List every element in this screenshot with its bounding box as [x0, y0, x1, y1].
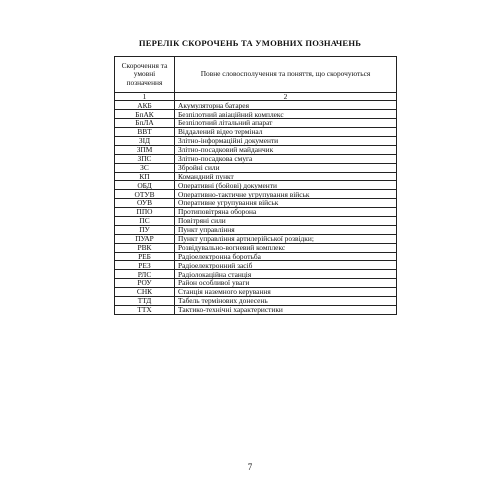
definition-cell: Командний пункт — [175, 172, 397, 181]
definition-cell: Пункт управління — [175, 225, 397, 234]
abbreviation-cell: ППО — [115, 208, 175, 217]
table-row — [115, 234, 397, 243]
definition-cell: Табель термінових донесень — [175, 297, 397, 306]
definition-cell: Акумуляторна батарея — [175, 101, 397, 110]
definition-cell: Повітряні сили — [175, 216, 397, 225]
abbreviation-cell: ОТУВ — [115, 190, 175, 199]
table-row — [115, 243, 397, 252]
table-row — [115, 288, 397, 297]
abbreviations-table — [114, 56, 397, 315]
abbreviation-cell: РЕЗ — [115, 261, 175, 270]
abbreviation-cell: ЗС — [115, 163, 175, 172]
abbreviation-cell: АКБ — [115, 101, 175, 110]
table-row — [115, 270, 397, 279]
table-row — [115, 279, 397, 288]
definition-cell: Злітно-посадковий майданчик — [175, 145, 397, 154]
definition-cell: Злітно-інформаційні документи — [175, 136, 397, 145]
abbreviation-cell: ЗІД — [115, 136, 175, 145]
table-body — [115, 101, 397, 314]
table-row — [115, 199, 397, 208]
abbreviation-cell: БпЛА — [115, 119, 175, 128]
abbreviation-cell: КП — [115, 172, 175, 181]
abbreviation-cell: РЕБ — [115, 252, 175, 261]
definition-cell: Оперативні (бойові) документи — [175, 181, 397, 190]
table-header-row — [115, 57, 397, 93]
table-row — [115, 128, 397, 137]
definition-cell: Станція наземного керування — [175, 288, 397, 297]
abbreviation-cell: ОБД — [115, 181, 175, 190]
definition-cell: Оперативно-тактичне угрупування військ — [175, 190, 397, 199]
definition-cell: Розвідувально-вогневий комплекс — [175, 243, 397, 252]
abbreviation-cell: ТТХ — [115, 305, 175, 314]
column-number-1: 1 — [115, 93, 175, 101]
header-full-term: Повне словосполучення та поняття, що скорочуються — [175, 57, 397, 93]
table-row — [115, 163, 397, 172]
definition-cell: Район особливої уваги — [175, 279, 397, 288]
abbreviation-cell: ЗПМ — [115, 145, 175, 154]
definition-cell: Оперативне угрупування військ — [175, 199, 397, 208]
table-row — [115, 305, 397, 314]
definition-cell: Радіоелектронна боротьба — [175, 252, 397, 261]
column-number-2: 2 — [175, 93, 397, 101]
abbreviation-cell: ВВТ — [115, 128, 175, 137]
definition-cell: Злітно-посадкова смуга — [175, 154, 397, 163]
table-row — [115, 190, 397, 199]
abbreviation-cell: ПС — [115, 216, 175, 225]
table-row — [115, 225, 397, 234]
definition-cell: Віддалений відео термінал — [175, 128, 397, 137]
table-row — [115, 252, 397, 261]
table-row — [115, 172, 397, 181]
definition-cell: Пункт управління артилерійської розвідки; — [175, 234, 397, 243]
abbreviation-cell: РОУ — [115, 279, 175, 288]
definition-cell: Протиповітряна оборона — [175, 208, 397, 217]
abbreviation-cell: БпАК — [115, 110, 175, 119]
definition-cell: Тактико-технічні характеристики — [175, 305, 397, 314]
abbreviation-cell: РЛС — [115, 270, 175, 279]
table-row — [115, 261, 397, 270]
abbreviation-cell: ОУВ — [115, 199, 175, 208]
definition-cell: Збройні сили — [175, 163, 397, 172]
abbreviation-cell: РВК — [115, 243, 175, 252]
definition-cell: Безпілотний літальний апарат — [175, 119, 397, 128]
table-row — [115, 154, 397, 163]
page-number: 7 — [247, 462, 253, 472]
column-number-row — [115, 93, 397, 101]
abbreviation-cell: ЗПС — [115, 154, 175, 163]
table-row — [115, 119, 397, 128]
table-row — [115, 208, 397, 217]
header-abbreviation: Скорочення та умовні позначення — [115, 57, 175, 93]
definition-cell: Радіоелектронний засіб — [175, 261, 397, 270]
table-row — [115, 216, 397, 225]
abbreviation-cell: ТТД — [115, 297, 175, 306]
table-row — [115, 101, 397, 110]
table-row — [115, 145, 397, 154]
definition-cell: Радіолокаційна станція — [175, 270, 397, 279]
abbreviation-cell: СНК — [115, 288, 175, 297]
document-title: ПЕРЕЛІК СКОРОЧЕНЬ ТА УМОВНИХ ПОЗНАЧЕНЬ — [138, 38, 362, 48]
definition-cell: Безпілотний авіаційний комплекс — [175, 110, 397, 119]
abbreviation-cell: ПУ — [115, 225, 175, 234]
abbreviation-cell: ПУАР — [115, 234, 175, 243]
table-row — [115, 297, 397, 306]
table-row — [115, 110, 397, 119]
table-row — [115, 181, 397, 190]
table-row — [115, 136, 397, 145]
